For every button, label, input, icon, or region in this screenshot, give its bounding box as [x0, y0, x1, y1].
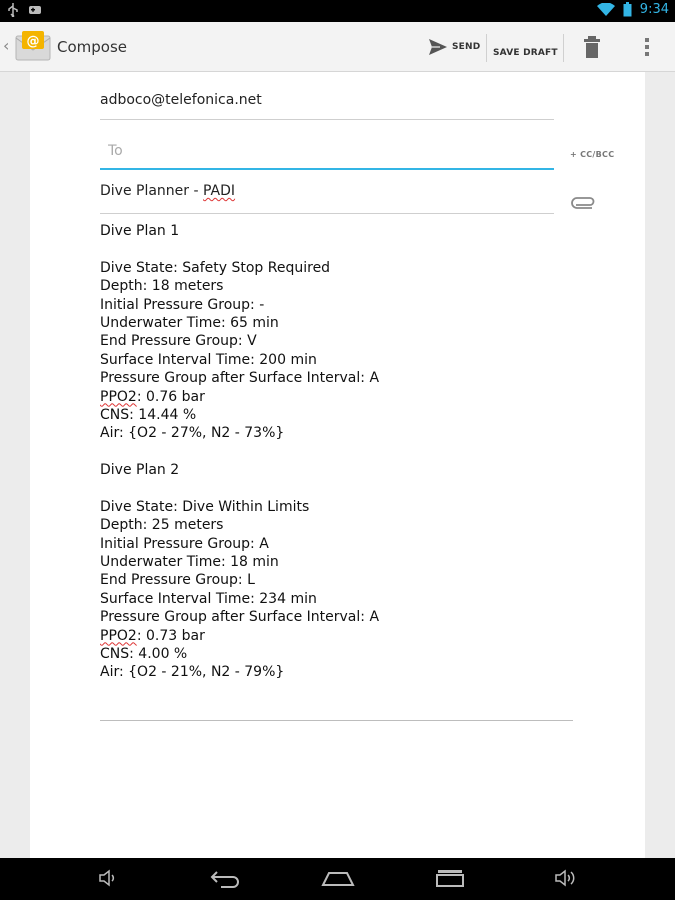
volume-down-icon[interactable]	[98, 868, 120, 888]
body-line: End Pressure Group: L	[100, 572, 255, 589]
subject-field[interactable]	[100, 183, 554, 199]
svg-text:@: @	[26, 34, 40, 49]
misspelled-word: PPO2	[100, 627, 137, 644]
wifi-icon	[597, 3, 615, 17]
clock: 9:34	[639, 2, 669, 17]
body-line: Air: {O2 - 21%, N2 - 79%}	[100, 664, 285, 681]
email-app-icon[interactable]	[14, 30, 52, 64]
body-line: Dive State: Safety Stop Required	[100, 259, 331, 276]
navigation-bar	[0, 858, 675, 900]
body-line: Underwater Time: 65 min	[100, 314, 279, 331]
home-icon[interactable]	[320, 868, 356, 888]
recent-apps-icon[interactable]	[434, 868, 466, 888]
battery-icon	[623, 2, 632, 17]
send-label: SEND	[452, 42, 481, 52]
body-line: Initial Pressure Group: -	[100, 296, 265, 313]
action-bar	[0, 22, 675, 72]
divider	[486, 34, 487, 62]
body-blank-line	[100, 443, 580, 461]
compose-sheet	[30, 72, 645, 858]
body-line: Dive Plan 1	[100, 223, 180, 239]
subject-text: Dive Planner -	[100, 183, 203, 199]
body-line: Underwater Time: 18 min	[100, 554, 279, 571]
message-body[interactable]	[100, 222, 580, 682]
up-arrow-icon[interactable]: ‹	[3, 36, 10, 55]
save-draft-button[interactable]	[493, 40, 558, 59]
divider	[563, 34, 564, 62]
cc-bcc-button[interactable]: + CC/BCC	[570, 150, 615, 159]
body-blank-line	[100, 479, 580, 497]
overflow-menu-icon[interactable]	[643, 36, 651, 58]
body-line	[100, 388, 580, 406]
body-line: Depth: 25 meters	[100, 517, 224, 534]
status-bar	[0, 0, 675, 22]
usb-icon	[8, 3, 18, 17]
game-controller-icon	[28, 4, 42, 16]
body-line: Pressure Group after Surface Interval: A	[100, 609, 380, 626]
to-input[interactable]	[100, 134, 554, 168]
body-line: Surface Interval Time: 234 min	[100, 590, 317, 607]
subject-underline	[100, 213, 554, 214]
body-blank-line	[100, 240, 580, 258]
body-text: : 0.76 bar	[136, 388, 205, 405]
back-icon[interactable]	[209, 868, 243, 888]
from-field[interactable]: adboco@telefonica.net	[100, 92, 262, 108]
save-draft-label: SAVE DRAFT	[493, 48, 558, 58]
from-underline	[100, 119, 554, 120]
body-line: Depth: 18 meters	[100, 278, 224, 295]
body-line: Dive State: Dive Within Limits	[100, 498, 310, 515]
body-line: End Pressure Group: V	[100, 333, 257, 350]
body-line: Air: {O2 - 27%, N2 - 73%}	[100, 425, 285, 442]
body-text: : 0.73 bar	[136, 627, 205, 644]
body-line: Initial Pressure Group: A	[100, 535, 269, 552]
body-line	[100, 627, 580, 645]
paperclip-icon[interactable]	[570, 194, 598, 210]
body-underline	[100, 720, 573, 721]
body-line: CNS: 4.00 %	[100, 645, 188, 662]
subject-misspelled-word: PADI	[203, 183, 236, 199]
misspelled-word: PPO2	[100, 388, 137, 405]
send-button[interactable]	[428, 36, 480, 58]
screen-title: Compose	[57, 38, 128, 56]
send-icon	[428, 38, 448, 56]
trash-icon[interactable]	[582, 35, 602, 59]
body-line: Dive Plan 2	[100, 462, 180, 479]
body-line: Pressure Group after Surface Interval: A	[100, 370, 380, 387]
body-line: CNS: 14.44 %	[100, 406, 197, 423]
to-underline	[100, 168, 554, 170]
volume-up-icon[interactable]	[554, 868, 578, 888]
body-line: Surface Interval Time: 200 min	[100, 351, 317, 368]
